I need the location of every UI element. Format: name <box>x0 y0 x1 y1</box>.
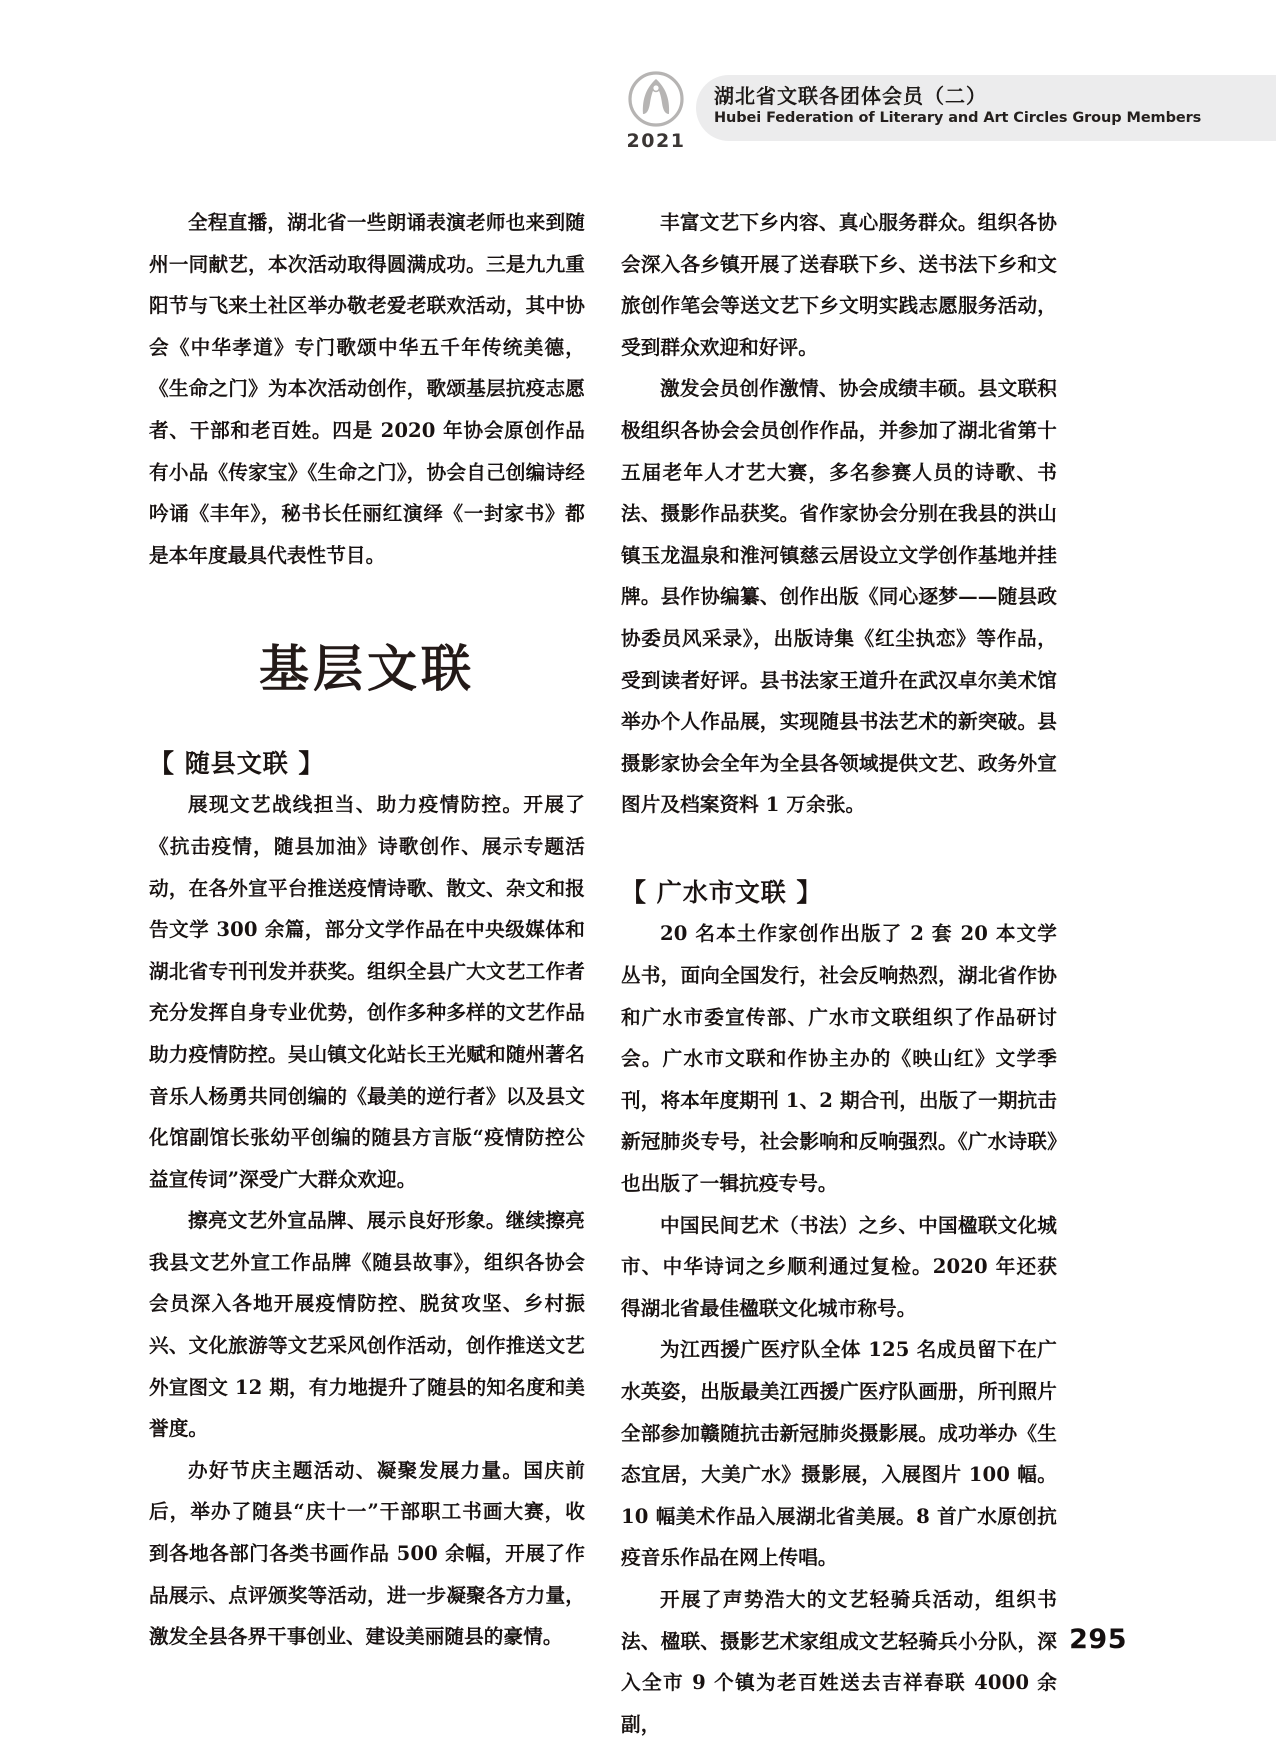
section-title: 基层文联 <box>259 640 475 699</box>
right-column <box>621 202 1057 1745</box>
paragraph: 全程直播，湖北省一些朗诵表演老师也来到随州一同献艺，本次活动取得圆满成功。三是九九重阳节与飞来土社区举办敬老爱老联欢活动，其中协会《中华孝道》专门歌颂中华五千年传统美德，《生命之门》为本次活动创作，歌颂基层抗疫志愿者、干部和老百姓。四是 2020 年协会原创作品有小品《传家宝》《生命之门》，协会自己创编诗经吟诵《丰年》，秘书长任丽红演绎《一封家书》都是本年度最具代表性节目。 <box>149 211 585 567</box>
paragraph: 擦亮文艺外宣品牌、展示良好形象。继续擦亮我县文艺外宣工作品牌《随县故事》，组织各协会会员深入各地开展疫情防控、脱贫攻坚、乡村振兴、文化旅游等文艺采风创作活动，创作推送文艺外宣图文 12 期，有力地提升了随县的知名度和美誉度。 <box>149 1209 585 1441</box>
left-column <box>149 202 585 1658</box>
running-head-title-en: Hubei Federation of Literary and Art Circles Group Members <box>714 110 1202 126</box>
paragraph: 激发会员创作激情、协会成绩丰硕。县文联积极组织各协会会员创作作品，并参加了湖北省第十五届老年人才艺大赛，多名参赛人员的诗歌、书法、摄影作品获奖。省作家协会分别在我县的洪山镇玉龙温泉和淮河镇慈云居设立文学创作基地并挂牌。县作协编纂、创作出版《同心逐梦——随县政协委员风采录》，出版诗集《红尘执恋》等作品，受到读者好评。县书法家王道升在武汉卓尔美术馆举办个人作品展，实现随县书法艺术的新突破。县摄影家协会全年为全县各领域提供文艺、政务外宣图片及档案资料 1 万余张。 <box>621 377 1057 817</box>
paragraph: 中国民间艺术（书法）之乡、中国楹联文化城市、中华诗词之乡顺利通过复检。2020 年还获得湖北省最佳楹联文化城市称号。 <box>621 1213 1057 1320</box>
paragraph: 展现文艺战线担当、助力疫情防控。开展了《抗击疫情，随县加油》诗歌创作、展示专题活动，在各外宣平台推送疫情诗歌、散文、杂文和报告文学 300 余篇，部分文学作品在中央级媒体和湖北省专刊刊发并获奖。组织全县广大文艺工作者充分发挥自身专业优势，创作多种多样的文艺作品助力疫情防控。吴山镇文化站长王光赋和随州著名音乐人杨勇共同创编的《最美的逆行者》以及县文化馆副馆长张幼平创编的随县方言版“疫情防控公益宣传词”深受广大群众欢迎。 <box>149 793 585 1191</box>
paragraph: 20 名本土作家创作出版了 2 套 20 本文学丛书，面向全国发行，社会反响热烈，湖北省作协和广水市委宣传部、广水市文联组织了作品研讨会。广水市文联和作协主办的《映山红》文学季刊，将本年度期刊 1、2 期合刊，出版了一期抗击新冠肺炎专号，社会影响和反响强烈。《广水诗联》也出版了一辑抗疫专号。 <box>621 922 1057 1195</box>
paragraph: 为江西援广医疗队全体 125 名成员留下在广水英姿，出版最美江西援广医疗队画册，所刊照片全部参加赣随抗击新冠肺炎摄影展。成功举办《生态宜居，大美广水》摄影展，入展图片 100 幅。10 幅美术作品入展湖北省美展。8 首广水原创抗疫音乐作品在网上传唱。 <box>621 1338 1057 1570</box>
page-number: 295 <box>1069 1624 1127 1655</box>
paragraph: 办好节庆主题活动、凝聚发展力量。国庆前后，举办了随县“庆十一”干部职工书画大赛，收到各地各部门各类书画作品 500 余幅，开展了作品展示、点评颁奖等活动，进一步凝聚各方力量，激发全县各界干事创业、建设美丽随县的豪情。 <box>149 1458 585 1649</box>
org-heading-guangshui: 【 广水市文联 】 <box>621 877 823 907</box>
paragraph: 丰富文艺下乡内容、真心服务群众。组织各协会深入各乡镇开展了送春联下乡、送书法下乡和文旅创作笔会等送文艺下乡文明实践志愿服务活动，受到群众欢迎和好评。 <box>621 211 1057 359</box>
paragraph: 开展了声势浩大的文艺轻骑兵活动，组织书法、楹联、摄影艺术家组成文艺轻骑兵小分队，深入全市 9 个镇为老百姓送去吉祥春联 4000 余副， <box>621 1587 1057 1736</box>
running-head <box>0 0 1276 160</box>
org-heading-suixian: 【 随县文联 】 <box>149 748 325 778</box>
publisher-logo <box>620 70 692 158</box>
running-head-title-cn: 湖北省文联各团体会员（二） <box>714 84 987 108</box>
edition-year: 2021 <box>626 130 686 152</box>
federation-emblem-icon <box>627 70 685 128</box>
